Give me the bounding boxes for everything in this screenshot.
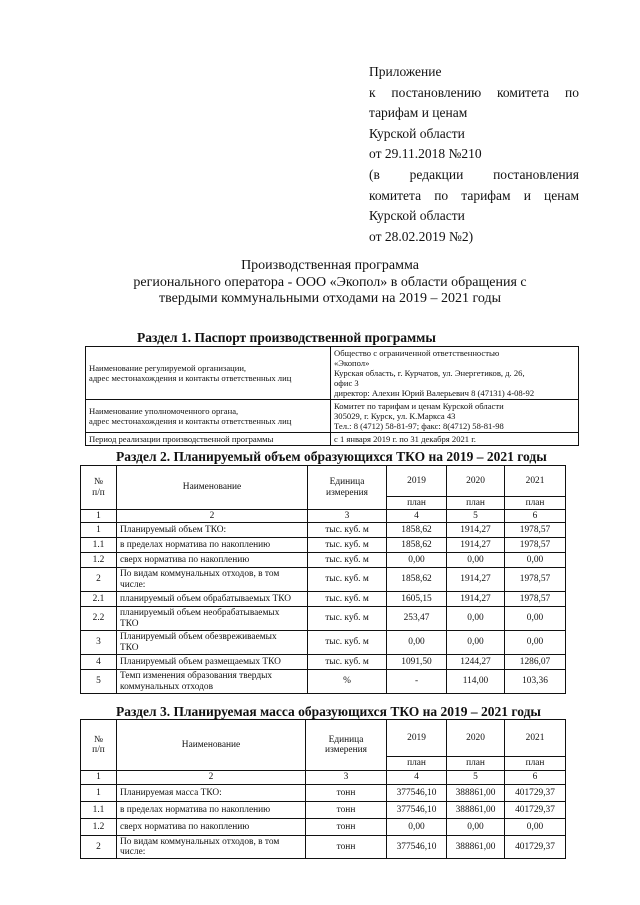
table-row <box>81 802 566 819</box>
header-plan: план <box>505 757 566 771</box>
row-value: 1858,62 <box>387 568 447 592</box>
row-num: 4 <box>81 655 117 670</box>
program-title-line: твердыми коммунальными отходами на 2019 – 2021 годы <box>159 291 501 306</box>
row-name: сверх норматива по накоплению <box>117 819 306 836</box>
cell-line: измерения <box>325 745 367 755</box>
appendix-word: тарифам <box>461 187 511 203</box>
appendix-line <box>369 83 579 104</box>
appendix-word: комитета <box>369 187 422 203</box>
row-value: 253,47 <box>387 607 447 631</box>
header-plan: план <box>387 757 447 771</box>
column-number: 3 <box>306 771 387 785</box>
table-row <box>81 819 566 836</box>
row-value: 0,00 <box>447 607 505 631</box>
row-value: 0,00 <box>505 607 566 631</box>
volume-table <box>80 465 566 694</box>
appendix-word: ценам <box>544 187 579 203</box>
cell-line: № <box>94 734 103 745</box>
column-number: 1 <box>81 771 117 785</box>
column-number: 4 <box>387 510 447 523</box>
row-value: 388861,00 <box>447 802 505 819</box>
row-value: 1914,27 <box>447 523 505 538</box>
column-numbers-row <box>81 771 566 785</box>
column-number: 5 <box>447 510 505 523</box>
row-name: Планируемый объем обезвреживаемых ТКО <box>117 631 308 655</box>
row-unit: тонн <box>306 819 387 836</box>
header-plan: план <box>505 497 566 510</box>
passport-value: с 1 января 2019 г. по 31 декабря 2021 г. <box>331 433 579 446</box>
column-number: 6 <box>505 510 566 523</box>
header-year: 2019 <box>387 720 447 757</box>
row-num: 2 <box>81 836 117 859</box>
row-unit: тыс. куб. м <box>308 592 387 607</box>
row-value: 0,00 <box>505 553 566 568</box>
table-row <box>81 836 566 859</box>
appendix-word: по <box>564 84 579 100</box>
row-value: 1091,50 <box>387 655 447 670</box>
row-unit: тыс. куб. м <box>308 538 387 553</box>
row-value: 1286,07 <box>505 655 566 670</box>
row-value: 401729,37 <box>505 802 566 819</box>
row-name: в пределах норматива по накоплению <box>117 538 308 553</box>
appendix-block <box>369 62 579 247</box>
section2-heading: Раздел 2. Планируемый объем образующихся ТКО на 2019 – 2021 годы <box>116 449 547 464</box>
appendix-line: Приложение <box>369 64 442 79</box>
row-unit: тыс. куб. м <box>308 568 387 592</box>
header-name: Наименование <box>117 720 306 771</box>
row-value: 1978,57 <box>505 568 566 592</box>
row-value: 0,00 <box>387 819 447 836</box>
row-value: 1244,27 <box>447 655 505 670</box>
header-year: 2021 <box>505 720 566 757</box>
row-name: Планируемый объем ТКО: <box>117 523 308 538</box>
row-num: 2 <box>81 568 117 592</box>
row-value: 388861,00 <box>447 836 505 859</box>
row-value: 1914,27 <box>447 568 505 592</box>
appendix-word: к <box>369 84 376 100</box>
header-year: 2020 <box>447 466 505 497</box>
row-unit: тонн <box>306 836 387 859</box>
column-number: 4 <box>387 771 447 785</box>
program-title-line: Производственная программа <box>241 258 419 273</box>
row-num: 2.2 <box>81 607 117 631</box>
appendix-word: постановлению <box>391 84 482 100</box>
column-number: 2 <box>117 510 308 523</box>
row-name: Планируемая масса ТКО: <box>117 785 306 802</box>
row-unit: тыс. куб. м <box>308 607 387 631</box>
row-unit: тонн <box>306 785 387 802</box>
cell-line: Единица <box>328 734 364 745</box>
header-num <box>81 720 117 771</box>
row-name: Темп изменения образования твердых коммунальных отходов <box>117 670 308 694</box>
passport-table <box>85 346 579 446</box>
passport-label: Наименование уполномоченного органа, адрес местонахождения и контакты ответственных лиц <box>86 400 331 433</box>
header-plan: план <box>387 497 447 510</box>
table-row <box>81 538 566 553</box>
appendix-line <box>369 165 579 186</box>
appendix-line: от 29.11.2018 №210 <box>369 146 482 162</box>
row-num: 1.2 <box>81 553 117 568</box>
row-name: в пределах норматива по накоплению <box>117 802 306 819</box>
cell-line: п/п <box>92 487 105 498</box>
table-row <box>81 607 566 631</box>
header-plan: план <box>447 497 505 510</box>
appendix-word: постановления <box>493 166 579 182</box>
column-number: 5 <box>447 771 505 785</box>
cell-line: № <box>94 477 103 487</box>
row-name: сверх норматива по накоплению <box>117 553 308 568</box>
header-num <box>81 466 117 510</box>
mass-table <box>80 719 566 859</box>
row-value: 0,00 <box>447 553 505 568</box>
row-value: 103,36 <box>505 670 566 694</box>
row-value: 1858,62 <box>387 523 447 538</box>
row-value: 1858,62 <box>387 538 447 553</box>
cell-line: измерения <box>326 487 368 498</box>
row-value: 1978,57 <box>505 523 566 538</box>
column-numbers-row <box>81 510 566 523</box>
table-row <box>81 631 566 655</box>
table-row <box>81 523 566 538</box>
row-name: Планируемый объем размещаемых ТКО <box>117 655 308 670</box>
header-year: 2020 <box>447 720 505 757</box>
header-unit <box>308 466 387 510</box>
row-value: 377546,10 <box>387 802 447 819</box>
row-value: 0,00 <box>505 819 566 836</box>
passport-value: Общество с ограниченной ответственностью «Экопол» Курская область, г. Курчатов, ул. Энергетиков, д. 26, офис 3 директор: Алехин Юрий Валерьевич 8 (47131) 4-08-92 <box>331 347 579 400</box>
appendix-line: Курской области <box>369 125 465 141</box>
table-row <box>81 592 566 607</box>
appendix-line: тарифам и ценам <box>369 105 468 121</box>
row-value: 1978,57 <box>505 592 566 607</box>
row-unit: тыс. куб. м <box>308 553 387 568</box>
section3-heading: Раздел 3. Планируемая масса образующихся ТКО на 2019 – 2021 годы <box>116 704 541 719</box>
row-unit: тонн <box>306 802 387 819</box>
column-number: 3 <box>308 510 387 523</box>
appendix-word: (в <box>369 166 380 182</box>
appendix-line: Курской области <box>369 208 465 224</box>
section1-heading: Раздел 1. Паспорт производственной программы <box>137 330 436 345</box>
row-value: 401729,37 <box>505 785 566 802</box>
table-row <box>81 553 566 568</box>
program-title <box>120 258 540 308</box>
row-value: 0,00 <box>447 819 505 836</box>
passport-label: Период реализации производственной программы <box>86 433 331 446</box>
table-row <box>81 568 566 592</box>
row-num: 1.1 <box>81 538 117 553</box>
appendix-word: и <box>523 187 531 203</box>
table-row <box>81 785 566 802</box>
row-unit: тыс. куб. м <box>308 523 387 538</box>
header-plan: план <box>447 757 505 771</box>
row-value: 0,00 <box>387 631 447 655</box>
appendix-word: комитета <box>497 84 550 100</box>
header-year: 2019 <box>387 466 447 497</box>
column-number: 1 <box>81 510 117 523</box>
row-value: 1605,15 <box>387 592 447 607</box>
row-num: 5 <box>81 670 117 694</box>
row-num: 1.2 <box>81 819 117 836</box>
row-name: планируемый объем обрабатываемых ТКО <box>117 592 308 607</box>
header-row <box>81 466 566 497</box>
header-unit <box>306 720 387 771</box>
row-unit: % <box>308 670 387 694</box>
header-year: 2021 <box>505 466 566 497</box>
row-num: 1 <box>81 785 117 802</box>
row-value: 1914,27 <box>447 592 505 607</box>
appendix-word: редакции <box>409 166 464 182</box>
row-value: 0,00 <box>505 631 566 655</box>
column-number: 2 <box>117 771 306 785</box>
row-num: 3 <box>81 631 117 655</box>
row-name: По видам коммунальных отходов, в том числе: <box>117 836 306 859</box>
table-row <box>81 670 566 694</box>
header-row <box>81 720 566 757</box>
row-unit: тыс. куб. м <box>308 631 387 655</box>
appendix-line: от 28.02.2019 №2) <box>369 228 474 244</box>
row-num: 2.1 <box>81 592 117 607</box>
row-value: 377546,10 <box>387 836 447 859</box>
table-row <box>81 655 566 670</box>
header-name: Наименование <box>117 466 308 510</box>
row-value: 377546,10 <box>387 785 447 802</box>
row-value: 1978,57 <box>505 538 566 553</box>
column-number: 6 <box>505 771 566 785</box>
row-value: 0,00 <box>387 553 447 568</box>
passport-value: Комитет по тарифам и ценам Курской области 305029, г. Курск, ул. К.Маркса 43 Тел.: 8 (4712) 58-81-97; факс: 8(4712) 58-81-98 <box>331 400 579 433</box>
row-name: По видам коммунальных отходов, в том числе: <box>117 568 308 592</box>
passport-label: Наименование регулируемой организации, адрес местонахождения и контакты ответственных лиц <box>86 347 331 400</box>
row-value: - <box>387 670 447 694</box>
row-value: 401729,37 <box>505 836 566 859</box>
row-unit: тыс. куб. м <box>308 655 387 670</box>
appendix-line <box>369 186 579 207</box>
program-title-line: регионального оператора - ООО «Экопол» в области обращения с <box>133 274 527 290</box>
row-value: 0,00 <box>447 631 505 655</box>
cell-line: Единица <box>329 477 365 487</box>
row-name: планируемый объем необрабатываемых ТКО <box>117 607 308 631</box>
row-num: 1 <box>81 523 117 538</box>
row-value: 114,00 <box>447 670 505 694</box>
row-num: 1.1 <box>81 802 117 819</box>
cell-line: п/п <box>92 745 105 755</box>
row-value: 388861,00 <box>447 785 505 802</box>
appendix-word: по <box>434 187 449 203</box>
row-value: 1914,27 <box>447 538 505 553</box>
